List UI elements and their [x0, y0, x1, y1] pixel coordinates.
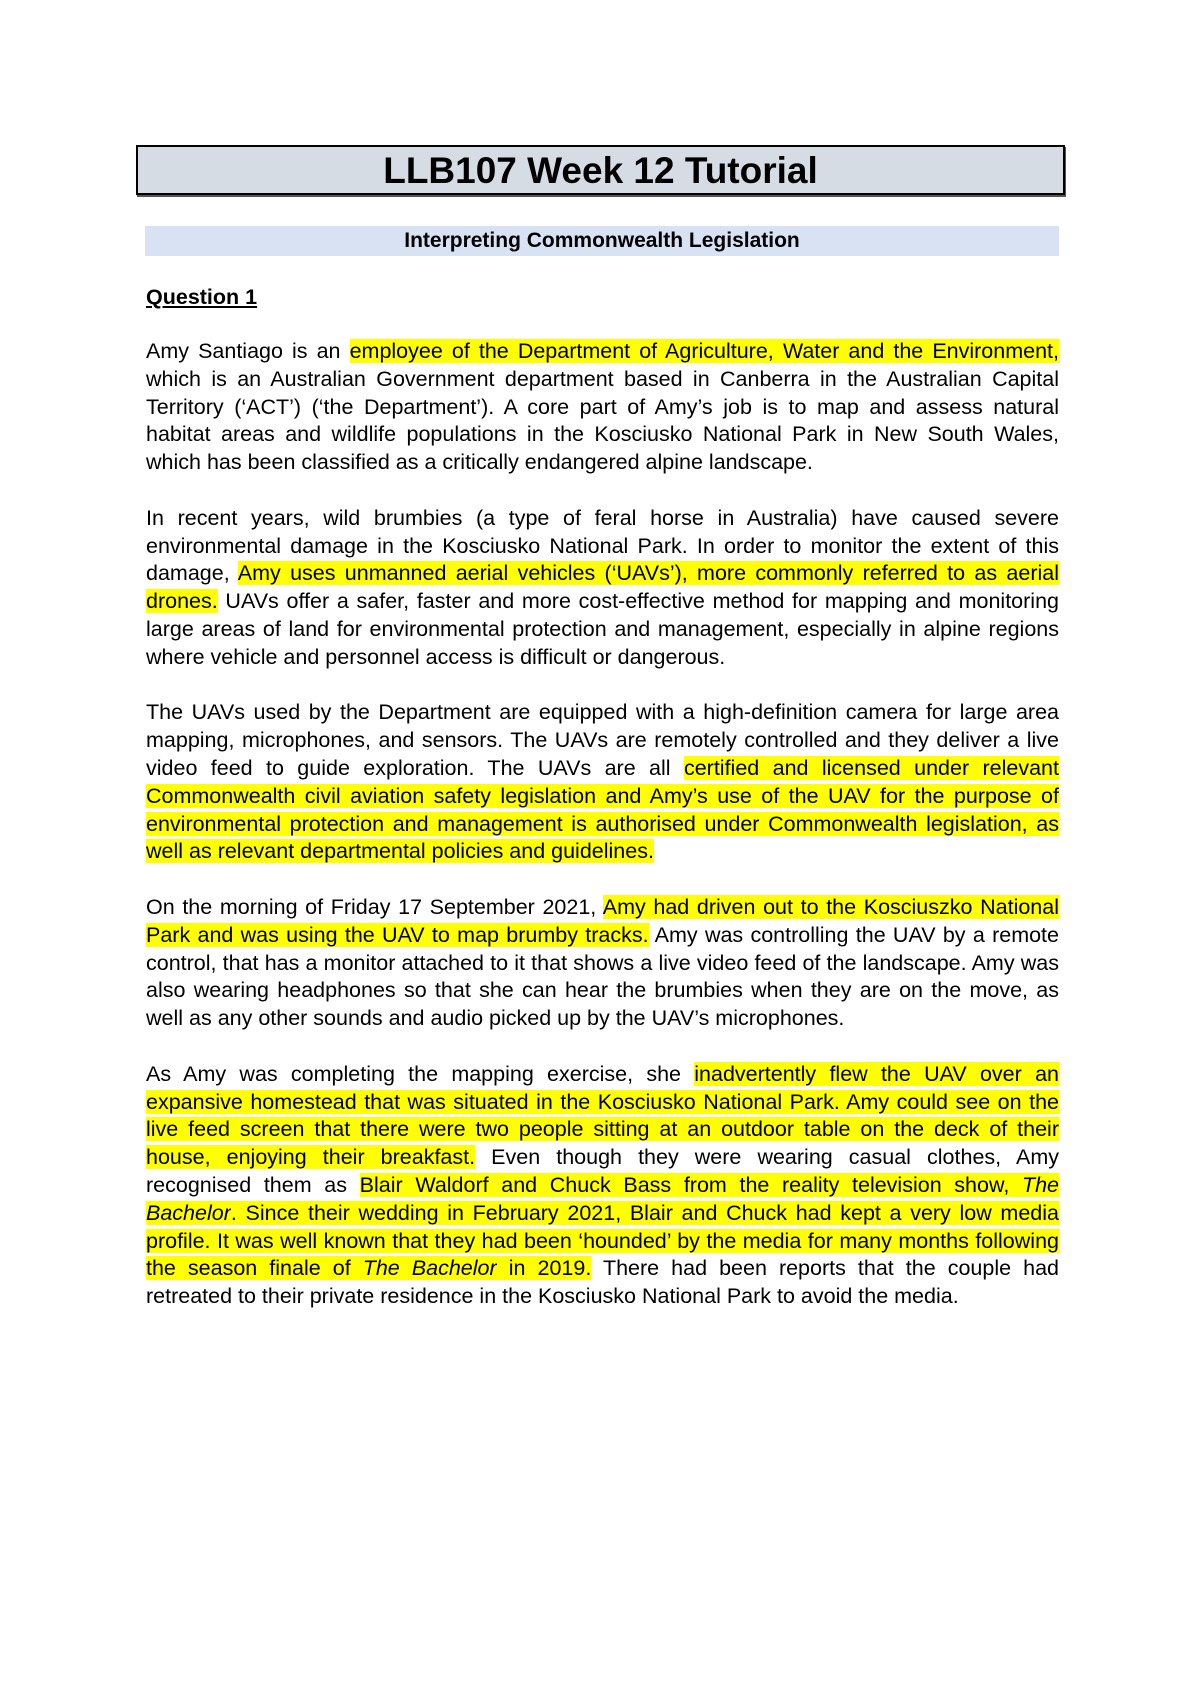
paragraph-text: In recent years, wild brumbies (a type of feral horse in Australia) have caused severe environmental damage in the Kosciusko National Park. In order to monitor the extent of this damage,	[146, 505, 1059, 586]
highlighted-text: Amy uses unmanned aerial vehicles (‘UAVs’), more commonly referred to as aerial drones.	[146, 561, 1059, 614]
show-title-italic: The Bachelor	[362, 1256, 497, 1281]
paragraph-text: Amy was controlling the UAV by a remote control, that has a monitor attached to it that shows a live video feed of the landscape. Amy was also wearing headphones so that she can hear the brumbies when they are on the move, as well as any other sounds and audio picked up by the UAV’s microphones.	[146, 922, 1059, 1031]
highlighted-text: . Since their wedding in February 2021, Blair and Chuck had kept a very low media profile. It was well known that they had been ‘hounded’ by the media for many months following the season finale of	[146, 1200, 1059, 1281]
show-title-italic: The Bachelor	[146, 1172, 1060, 1225]
document-body	[146, 283, 1059, 1339]
paragraph-1	[146, 338, 1059, 477]
highlighted-text: employee of the Department of Agriculture, Water and the Environment,	[349, 339, 1059, 363]
paragraph-text: which is an Australian Government department based in Canberra in the Australian Capital Territory (‘ACT’) (‘the Department’). A core part of Amy’s job is to map and assess natural habitat areas and wildlife populations in the Kosciusko National Park in New South Wales, which has been classified as a critically endangered alpine landscape.	[146, 366, 1059, 475]
paragraph-3	[146, 699, 1059, 866]
title-box	[136, 145, 1065, 195]
question-heading: Question 1	[146, 285, 258, 309]
document-subtitle: Interpreting Commonwealth Legislation	[404, 229, 800, 252]
paragraph-text: Even though they were wearing casual clothes, Amy recognised them as	[146, 1145, 1060, 1197]
subtitle-bar	[145, 226, 1059, 256]
highlighted-text: in 2019.	[496, 1256, 592, 1281]
document-title: LLB107 Week 12 Tutorial	[383, 149, 818, 191]
highlighted-text: Amy had driven out to the Kosciuszko National Park and was using the UAV to map brumby tracks.	[146, 894, 1059, 947]
highlighted-text: certified and licensed under relevant Commonwealth civil aviation safety legislation and Amy’s use of the UAV for the purpose of environmental protection and management is authorised under Commonwealth legislation, as well as relevant departmental policies and guidelines.	[146, 755, 1059, 864]
paragraph-text: UAVs offer a safer, faster and more cost-effective method for mapping and monitoring large areas of land for environmental protection and management, especially in alpine regions where vehicle and personnel access is difficult or dangerous.	[146, 589, 1059, 669]
paragraph-2	[146, 505, 1059, 672]
paragraph-text: On the morning of Friday 17 September 2021,	[146, 894, 603, 919]
paragraph-text: As Amy was completing the mapping exercise, she	[146, 1061, 695, 1086]
paragraph-5	[146, 1061, 1059, 1311]
paragraph-text: There had been reports that the couple had retreated to their private residence in the Kosciusko National Park to avoid the media.	[146, 1256, 1059, 1309]
highlighted-text: Blair Waldorf and Chuck Bass from the reality television show,	[359, 1172, 1022, 1197]
paragraph-text: The UAVs used by the Department are equipped with a high-definition camera for large area mapping, microphones, and sensors. The UAVs are remotely controlled and they deliver a live video feed to guide exploration. The UAVs are all	[146, 700, 1059, 780]
paragraph-4	[146, 894, 1059, 1033]
highlighted-text: inadvertently flew the UAV over an expansive homestead that was situated in the Kosciusko National Park. Amy could see on the live feed screen that there were two people sitting at an outdoor table on the deck of their house, enjoying their breakfast.	[146, 1061, 1059, 1170]
paragraph-text: Amy Santiago is an	[146, 339, 350, 363]
